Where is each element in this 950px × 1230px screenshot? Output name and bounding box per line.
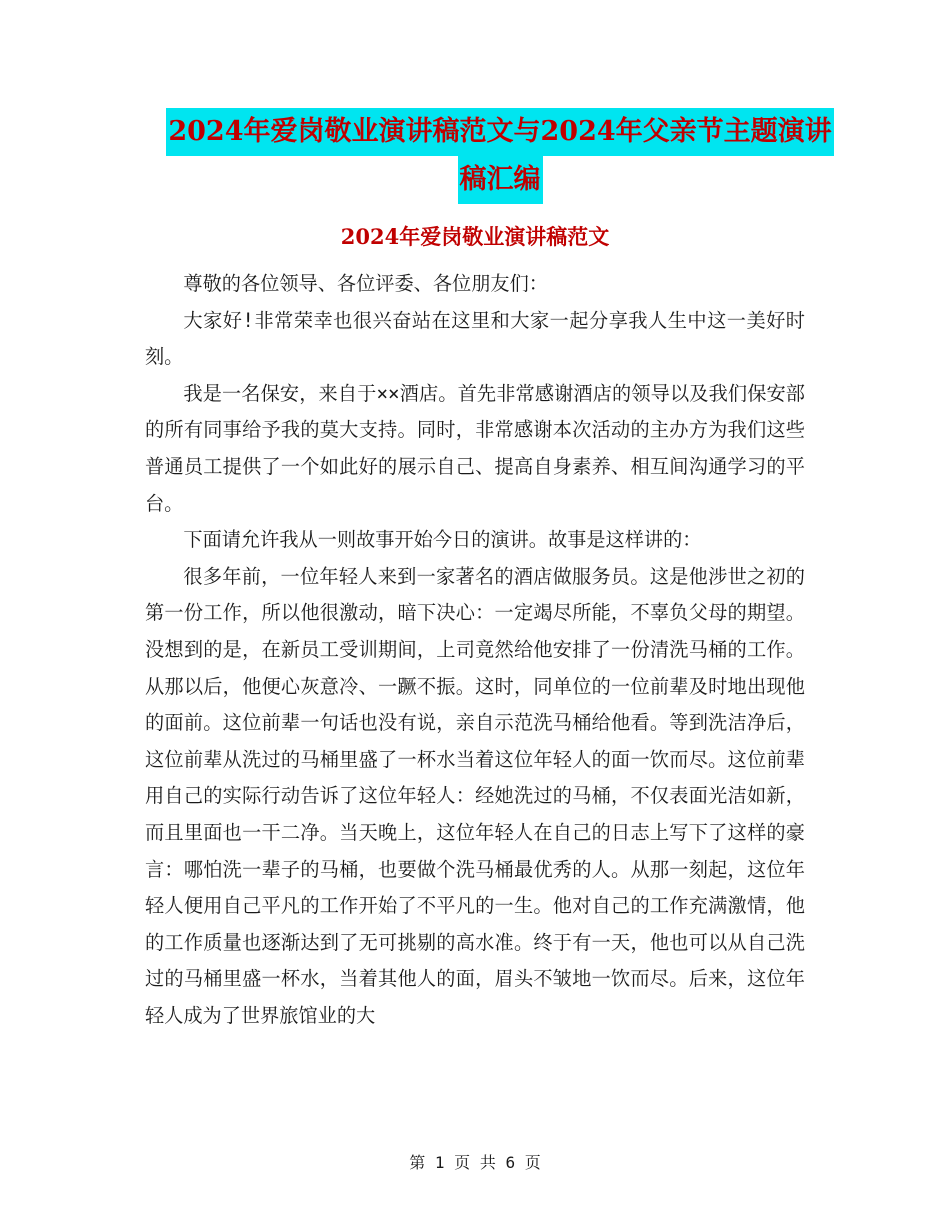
paragraph-story-intro: 下面请允许我从一则故事开始今日的演讲。故事是这样讲的： <box>183 528 702 552</box>
paragraph-story: 很多年前，一位年轻人来到一家著名的酒店做服务员。这是他涉世之初的第一份工作，所以他很激动，暗下决心：一定竭尽所能，不辜负父母的期望。没想到的是，在新员工受训期间，上司竟然给他安排了一份清洗马桶的工作。从那以后，他便心灰意冷、一蹶不振。这时，同单位的一位前辈及时地出现他的面前。这位前辈一句话也没有说，亲自示范洗马桶给他看。等到洗洁净后，这位前辈从洗过的马桶里盛了一杯水当着这位年轻人的面一饮而尽。这位前辈用自己的实际行动告诉了这位年轻人：经她洗过的马桶，不仅表面光洁如新，而且里面也一干二净。当天晚上，这位年轻人在自己的日志上写下了这样的豪言：哪怕洗一辈子的马桶，也要做个洗马桶最优秀的人。从那一刻起，这位年轻人便用自己平凡的工作开始了不平凡的一生。他对自己的工作充满激情，他的工作质量也逐渐达到了无可挑剔的高水准。终于有一天，他也可以从自己洗过的马桶里盛一杯水，当着其他人的面，眉头不皱地一饮而尽。后来，这位年轻人成为了世界旅馆业的大 <box>145 564 805 1027</box>
page-footer: 第 1 页 共 6 页 <box>409 1153 541 1172</box>
section-heading: 2024年爱岗敬业演讲稿范文 <box>340 224 610 249</box>
title-line-1: 2024年爱岗敬业演讲稿范文与2024年父亲节主题演讲 <box>166 108 833 156</box>
document-body <box>145 266 805 1034</box>
paragraph-introduction: 我是一名保安，来自于××酒店。首先非常感谢酒店的领导以及我们保安部的所有同事给予我的莫大支持。同时，非常感谢本次活动的主办方为我们这些普通员工提供了一个如此好的展示自己、提高自身素养、相互间沟通学习的平台。 <box>145 381 805 515</box>
document-title <box>150 108 850 204</box>
paragraph-greeting: 大家好!非常荣幸也很兴奋站在这里和大家一起分享我人生中这一美好时刻。 <box>145 308 805 369</box>
paragraph-salutation: 尊敬的各位领导、各位评委、各位朋友们： <box>183 272 548 295</box>
title-line-2: 稿汇编 <box>458 156 543 204</box>
